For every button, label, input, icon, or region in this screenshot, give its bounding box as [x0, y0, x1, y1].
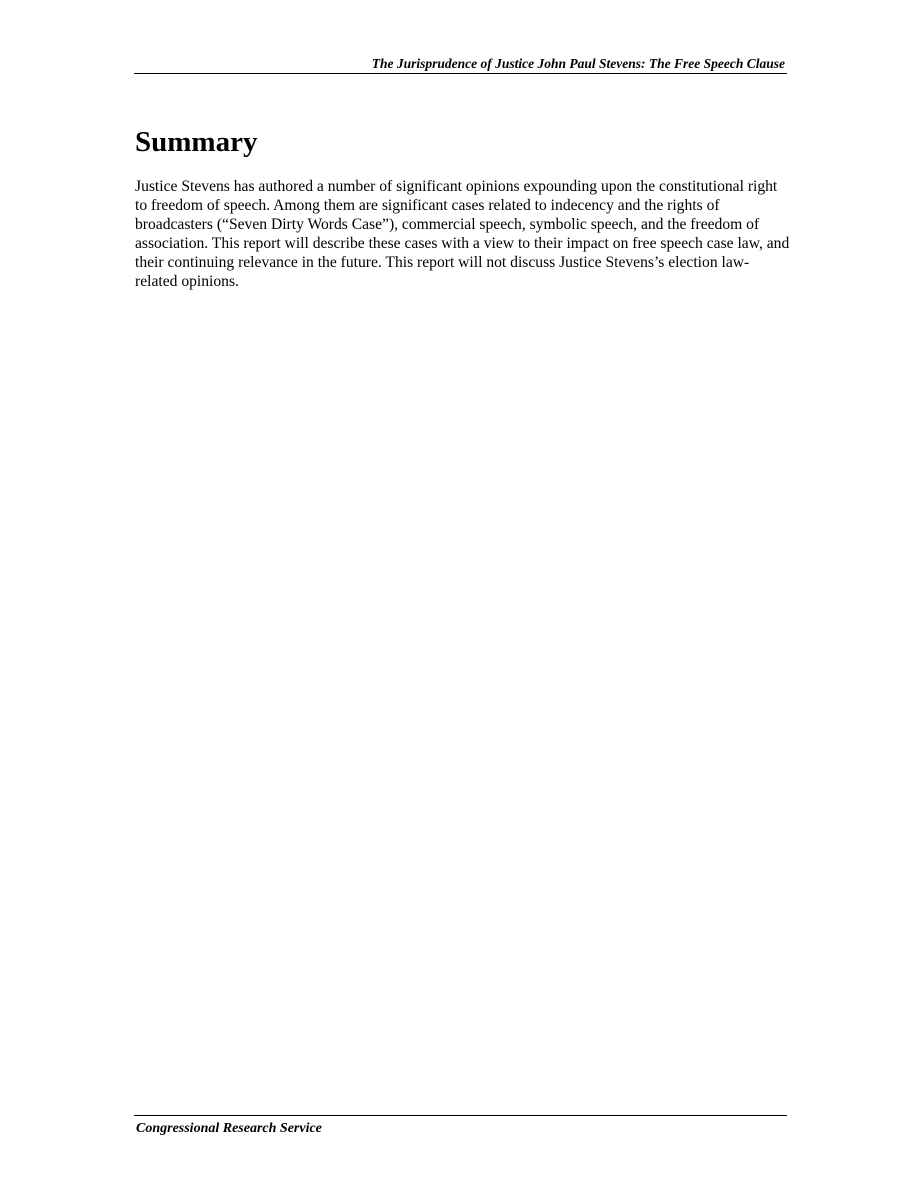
running-footer: [134, 1115, 787, 1138]
section-heading: Summary: [135, 126, 258, 158]
footer-organization: Congressional Research Service: [136, 1121, 322, 1136]
running-header: [134, 55, 787, 74]
running-header-title: The Jurisprudence of Justice John Paul Stevens: The Free Speech Clause: [371, 56, 785, 71]
summary-paragraph: Justice Stevens has authored a number of significant opinions expounding upon the constitutional right to freedom of speech. Among them are significant cases related to indecency and the rights of broadcasters (“Seven Dirty Words Case”), commercial speech, symbolic speech, and the freedom of association. This report will describe these cases with a view to their impact on free speech case law, and their continuing relevance in the future. This report will not discuss Justice Stevens’s election law-related opinions.: [135, 178, 790, 291]
